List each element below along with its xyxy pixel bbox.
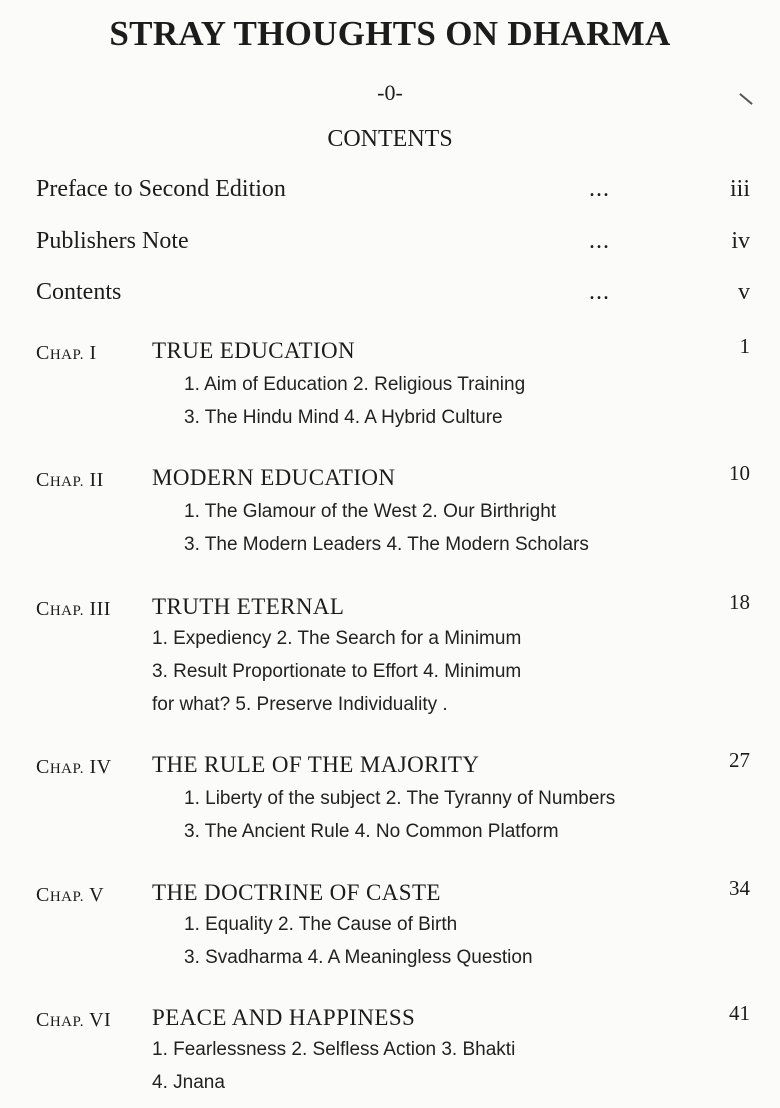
- chapter-title: MODERN EDUCATION: [152, 465, 396, 490]
- front-matter-page: iv: [731, 228, 750, 254]
- section-line: for what? 5. Preserve Individuality .: [152, 694, 448, 715]
- front-matter-label: Publishers Note: [36, 228, 189, 254]
- section-list: [184, 374, 525, 440]
- leader-dots: ...: [589, 228, 610, 254]
- section-line: 1. Aim of Education 2. Religious Training: [184, 374, 526, 395]
- section-list: [184, 788, 615, 854]
- chapter-label: CHAP. IV: [36, 756, 112, 778]
- front-matter-row: [36, 176, 750, 210]
- section-line: 1. Liberty of the subject 2. The Tyranny of Numbers: [184, 788, 616, 809]
- section-line: 3. The Ancient Rule 4. No Common Platform: [184, 821, 559, 842]
- front-matter-row: [36, 228, 750, 262]
- section-line: 3. The Hindu Mind 4. A Hybrid Culture: [184, 407, 503, 428]
- chapter-label: CHAP. II: [36, 469, 104, 491]
- leader-dots: ...: [589, 176, 610, 202]
- front-matter-page: iii: [729, 176, 750, 202]
- chapter-page: 18: [729, 590, 750, 614]
- section-list: [152, 1039, 515, 1105]
- section-line: 1. Fearlessness 2. Selfless Action 3. Bhakti: [152, 1039, 516, 1060]
- section-line: 3. The Modern Leaders 4. The Modern Scholars: [184, 534, 589, 555]
- front-matter-row: [36, 279, 750, 313]
- chapter-page: 27: [729, 748, 750, 772]
- chapter-title: THE DOCTRINE OF CASTE: [152, 880, 441, 905]
- front-matter-label: Preface to Second Edition: [36, 176, 286, 202]
- section-line: 1. The Glamour of the West 2. Our Birthright: [184, 501, 557, 522]
- chapter-page: 1: [739, 334, 750, 358]
- section-line: 1. Equality 2. The Cause of Birth: [184, 914, 458, 935]
- chapter-page: 34: [729, 876, 750, 900]
- front-matter-page: v: [738, 279, 750, 305]
- section-line: 3. Svadharma 4. A Meaningless Question: [184, 947, 533, 968]
- section-line: 1. Expediency 2. The Search for a Minimum: [152, 628, 522, 649]
- separator: -0-: [377, 80, 403, 105]
- leader-dots: ...: [589, 279, 610, 305]
- section-list: [152, 628, 521, 727]
- section-list: [184, 914, 533, 980]
- chapter-title: PEACE AND HAPPINESS: [152, 1005, 416, 1030]
- chapter-label: CHAP. VI: [36, 1009, 112, 1031]
- chapter-label: CHAP. I: [36, 342, 97, 364]
- chapter-label: CHAP. V: [36, 884, 105, 906]
- chapter-page: 41: [729, 1001, 750, 1025]
- book-title: STRAY THOUGHTS ON DHARMA: [109, 14, 671, 53]
- chapter-title: TRUTH ETERNAL: [152, 594, 345, 619]
- chapter-page: 10: [729, 461, 750, 485]
- section-line: 4. Jnana: [152, 1072, 225, 1093]
- section-line: 3. Result Proportionate to Effort 4. Minimum: [152, 661, 522, 682]
- chapter-title: THE RULE OF THE MAJORITY: [152, 752, 480, 777]
- contents-heading: CONTENTS: [327, 126, 453, 152]
- section-list: [184, 501, 589, 567]
- chapter-label: CHAP. III: [36, 598, 111, 620]
- front-matter-label: Contents: [36, 279, 122, 305]
- chapter-title: TRUE EDUCATION: [152, 338, 355, 363]
